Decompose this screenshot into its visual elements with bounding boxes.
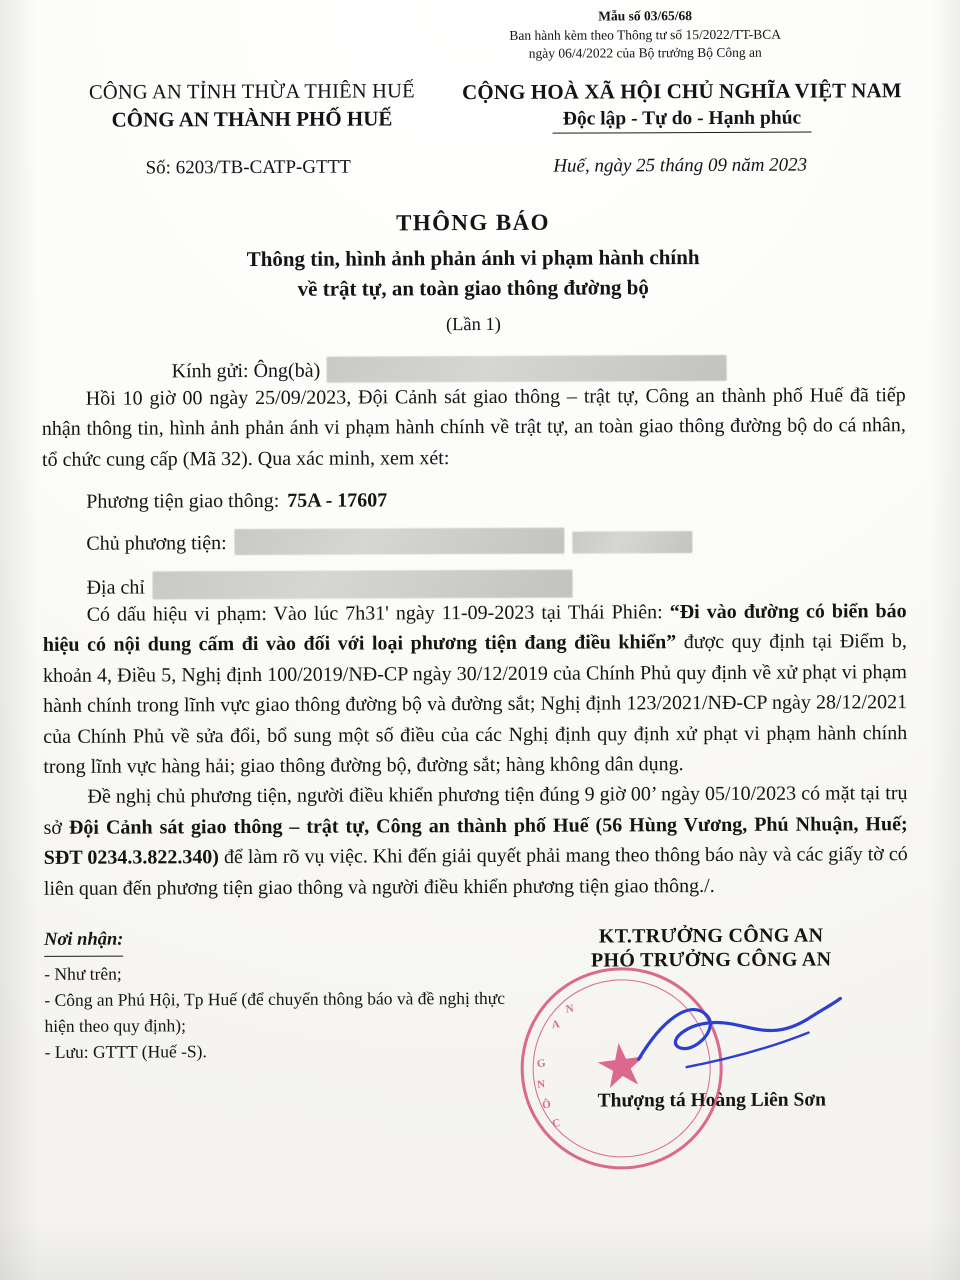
signer-name: Thượng tá Hoàng Liên Sơn bbox=[597, 1089, 827, 1112]
body-paragraph-violation bbox=[43, 596, 908, 782]
owner-name-redacted bbox=[235, 528, 565, 555]
document-number: Số: 6203/TB-CATP-GTTT bbox=[145, 156, 351, 179]
address-field bbox=[42, 568, 906, 600]
document-footer bbox=[44, 922, 909, 1130]
form-code-line1: Mẫu số 03/65/68 bbox=[598, 8, 692, 24]
address-label: Địa chỉ bbox=[86, 576, 145, 599]
recipient-name-redacted bbox=[326, 355, 726, 383]
national-motto: Độc lập - Tự do - Hạnh phúc bbox=[553, 107, 811, 133]
violation-suffix: được quy định tại Điểm b, khoản 4, Điều 5, Nghị định 100/2019/NĐ-CP ngày 30/12/2019 của Chính Phủ quy định về xử phạt vi phạm hành chính trong lĩnh vực giao thông đường bộ và đường sắt; Nghị định 123/2021/NĐ-CP ngày 28/12/2021 của Chính Phủ về sửa đổi, bổ sung một số điều của các Nghị định quy định xử phạt vi phạm hành chính trong lĩnh vực hàng hải; giao thông đường bộ, đường sắt; hàng không dân dụng. bbox=[42, 630, 908, 778]
owner-label: Chủ phương tiện: bbox=[86, 532, 227, 555]
body-paragraph-1: Hồi 10 giờ 00 ngày 25/09/2023, Đội Cảnh sát giao thông – trật tự, Công an thành phố Huế đã tiếp nhận thông tin, hình ảnh phản ánh vi phạm hành chính về trật tự, an toàn giao thông đường bộ do cá nhân, tổ chức cung cấp (Mã 32). Qua xác minh, xem xét: bbox=[41, 384, 906, 471]
place-and-date: Huế, ngày 25 tháng 09 năm 2023 bbox=[553, 154, 808, 177]
title-block bbox=[41, 208, 906, 338]
body-paragraph-request bbox=[43, 779, 908, 904]
stamp-text: C Ô N G A N bbox=[536, 1002, 576, 1130]
vehicle-plate: 75A - 17607 bbox=[287, 489, 388, 512]
violation-quote: “Đi vào đường có biển báo hiệu có nội dung cấm đi vào đối với loại phương tiện đang điều khiển” bbox=[42, 600, 907, 657]
authority-city: CÔNG AN THÀNH PHỐ HUẾ bbox=[111, 106, 393, 132]
page-title: THÔNG BÁO bbox=[396, 209, 550, 236]
signer-title-line-1: KT.TRƯỞNG CÔNG AN bbox=[598, 924, 824, 948]
recipients-block bbox=[44, 924, 515, 1115]
recipient-item: - Lưu: GTTT (Huế -S). bbox=[44, 1041, 207, 1063]
notice-count: (Lần 1) bbox=[445, 314, 501, 336]
request-office-details: Đội Cảnh sát giao thông – trật tự, Công an thành phố Huế (56 Hùng Vương, Phú Nhuận, Huế; SĐT 0234.3.822.340) bbox=[43, 812, 908, 870]
official-stamp-icon bbox=[509, 955, 735, 1181]
recipients-header: Nơi nhận: bbox=[44, 927, 123, 957]
recipient-item: - Công an Phú Hội, Tp Huế (để chuyển thông báo và đề nghị thực hiện theo quy định); bbox=[44, 987, 506, 1037]
recipient-item: - Như trên; bbox=[44, 963, 122, 984]
address-redacted bbox=[153, 570, 573, 600]
recipient-label: Kính gửi: Ông(bà) bbox=[171, 359, 321, 383]
document-header bbox=[40, 78, 904, 136]
owner-name-redacted-2 bbox=[573, 531, 693, 554]
owner-field bbox=[42, 526, 906, 556]
paper-shadow-bottom bbox=[0, 1220, 960, 1280]
vehicle-label: Phương tiện giao thông: bbox=[86, 489, 280, 513]
subtitle-line-1: Thông tin, hình ảnh phản ánh vi phạm hành chính bbox=[246, 244, 700, 271]
authority-province: CÔNG AN TỈNH THỪA THIÊN HUẾ bbox=[88, 80, 415, 104]
signature-block bbox=[514, 922, 909, 1130]
header-subrow bbox=[41, 154, 905, 180]
recipient-line bbox=[42, 354, 906, 384]
form-code-line2: Ban hành kèm theo Thông tư số 15/2022/TT-BCA bbox=[509, 26, 782, 43]
request-prefix: Đề nghị chủ phương tiện, người điều khiển phương tiện đúng 9 giờ 00’ ngày 05/10/2023 có mặt tại trụ sở bbox=[43, 782, 908, 839]
country-name: CỘNG HOÀ XÃ HỘI CHỦ NGHĨA VIỆT NAM bbox=[462, 78, 902, 104]
issuing-authority bbox=[40, 80, 459, 136]
request-suffix: để làm rõ vụ việc. Khi đến giải quyết phải mang theo thông báo này và các giấy tờ có liên quan đến phương tiện giao thông và người điều khiển phương tiện giao thông./. bbox=[43, 843, 908, 900]
vehicle-field bbox=[42, 487, 906, 514]
national-heading bbox=[459, 78, 904, 134]
signer-title-line-2: PHÓ TRƯỞNG CÔNG AN bbox=[590, 948, 832, 972]
violation-prefix: Có dấu hiệu vi phạm: Vào lúc 7h31' ngày 11-09-2023 tại Thái Phiên: bbox=[86, 601, 670, 626]
subtitle-line-2: về trật tự, an toàn giao thông đường bộ bbox=[297, 275, 649, 301]
form-code-block bbox=[40, 6, 904, 66]
form-code-line3: ngày 06/4/2022 của Bộ trưởng Bộ Công an bbox=[528, 45, 762, 62]
stamp-star-icon: ★ bbox=[590, 1029, 653, 1103]
